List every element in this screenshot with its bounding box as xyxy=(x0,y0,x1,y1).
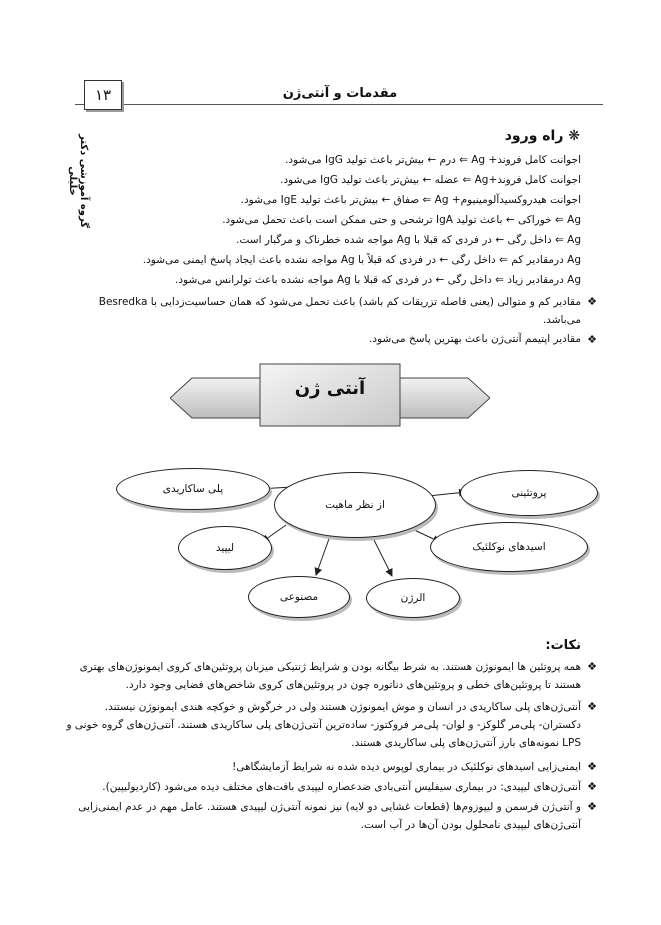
bullet-text: مقادیر کم و متوالی (یعنی فاصله تزریقات کم باشد) باعث تحمل می‌شود که همان حساسیت‌زدایی با Besredka می‌باشد. xyxy=(98,296,581,326)
entry-line: Ag ⇐ داخل رگی ← در فردی که قبلا با Ag مواجه شده خطرناک و مرگبار است. xyxy=(236,234,581,246)
node-nucleic-acids: اسیدهای نوکلئیک xyxy=(430,522,588,572)
node-artificial: مصنوعی xyxy=(248,576,350,618)
node-lipid: لیپید xyxy=(178,526,272,570)
note-item xyxy=(61,798,597,834)
entry-line: اجوانت هیدروکسیدآلومینیوم+ Ag ⇐ صفاق ← بیش‌تر باعث تولید IgE می‌شود. xyxy=(240,194,581,206)
note-text: همه پروتئین ها ایمونوژن هستند. به شرط بیگانه بودن و شرایط ژنتیکی میزبان پروتئین‌های کروی ایمونوژن‌های بهتری هستند تا پروتئین‌های خطی و پروتئین‌های دناتوره چون در پروتئین‌های کروی شاخص‌های فضایی وجود دارد. xyxy=(79,661,581,691)
notes-title: نکات: xyxy=(545,638,581,653)
node-polysaccharide: پلی ساکاریدی xyxy=(116,468,270,510)
bullet-text: مقادیر اپتیمم آنتی‌ژن باعث بهترین پاسخ می‌شود. xyxy=(369,333,581,345)
page-number: ۱۳ xyxy=(84,80,122,110)
note-item xyxy=(61,698,597,752)
diamond-bullet-icon: ❖ xyxy=(587,700,597,713)
diamond-bullet-icon: ❖ xyxy=(587,760,597,773)
entry-line: Ag درمقادیر کم ⇐ داخل رگی ← در فردی که قبلاً با Ag مواجه نشده باعث ایجاد پاسخ ایمنی می‌شود. xyxy=(142,254,581,266)
node-protein: پروتئینی xyxy=(460,470,598,516)
diamond-bullet-icon: ❖ xyxy=(587,780,597,793)
note-text: آنتی‌ژن‌های لیپیدی: در بیماری سیفلیس آنتی‌بادی ضدعصاره لیپیدی بافت‌های مختلف دیده می‌شود (کاردیولیپین). xyxy=(102,781,581,793)
note-text: ایمنی‌زایی اسیدهای نوکلئیک در بیماری لوپوس دیده شده نه شرایط آزمایشگاهی! xyxy=(232,761,581,773)
diagram-center-node: از نظر ماهیت xyxy=(274,472,436,538)
page-header-title: مقدمات و آنتی‌ژن xyxy=(282,86,398,101)
diamond-bullet-icon: ❖ xyxy=(587,660,597,673)
note-text: و آنتی‌ژن فرسمن و لیپوزوم‌ها (قطعات غشایی دو لایه) نیز نمونه آنتی‌ژن لیپیدی هستند. عامل مهم در عدم ایمنی‌زایی آنتی‌ژن‌های لیپیدی نامحلول بودن آن‌ها در آب است. xyxy=(78,801,581,831)
note-item xyxy=(61,658,597,694)
diamond-bullet-icon: ❖ xyxy=(587,800,597,813)
entry-line: Ag ⇐ خوراکی ← باعث تولید IgA ترشحی و حتی ممکن است باعث تحمل می‌شود. xyxy=(222,214,581,226)
entry-line: Ag درمقادیر زیاد ⇐ داخل رگی ← در فردی که قبلا با Ag مواجه نشده باعث تولرانس می‌شود. xyxy=(175,274,581,286)
banner-title: آنتی ژن xyxy=(294,378,366,399)
arrow-alarzen xyxy=(372,536,392,576)
arrow-artificial xyxy=(316,536,330,575)
diamond-bullet-icon: ❖ xyxy=(587,333,597,346)
note-text: آنتی‌ژن‌های پلی ساکاریدی در انسان و موش ایمونوژن هستند ولی در خرگوش و خوکچه هندی ایمونوژن نیستند. دکستران- پلی‌مر گلوکز- و لوان- پلی‌مر فروکتوز- ساده‌ترین آنتی‌ژن‌های پلی ساکاریدی هستند. آنتی‌ژن‌های گروه خونی و LPS نمونه‌های بارز آنتی‌ژن‌های پلی ساکاریدی هستند. xyxy=(66,701,581,749)
node-alarzen: الرژن xyxy=(366,578,460,618)
entry-line: اجوانت کامل فروند+ Ag ⇐ درم ← بیش‌تر باعث تولید IgG می‌شود. xyxy=(285,154,581,166)
diamond-bullet-icon: ❖ xyxy=(587,295,597,308)
side-label-text: گروه آموزشی دکتر خلیلی xyxy=(67,134,89,228)
note-item xyxy=(61,778,597,796)
note-item xyxy=(61,758,597,776)
section-title: ❋ راه ورود xyxy=(504,128,580,144)
entry-line: اجوانت کامل فروند+Ag ⇐ عضله ← بیش‌تر باعث تولید IgG می‌شود. xyxy=(280,174,581,186)
